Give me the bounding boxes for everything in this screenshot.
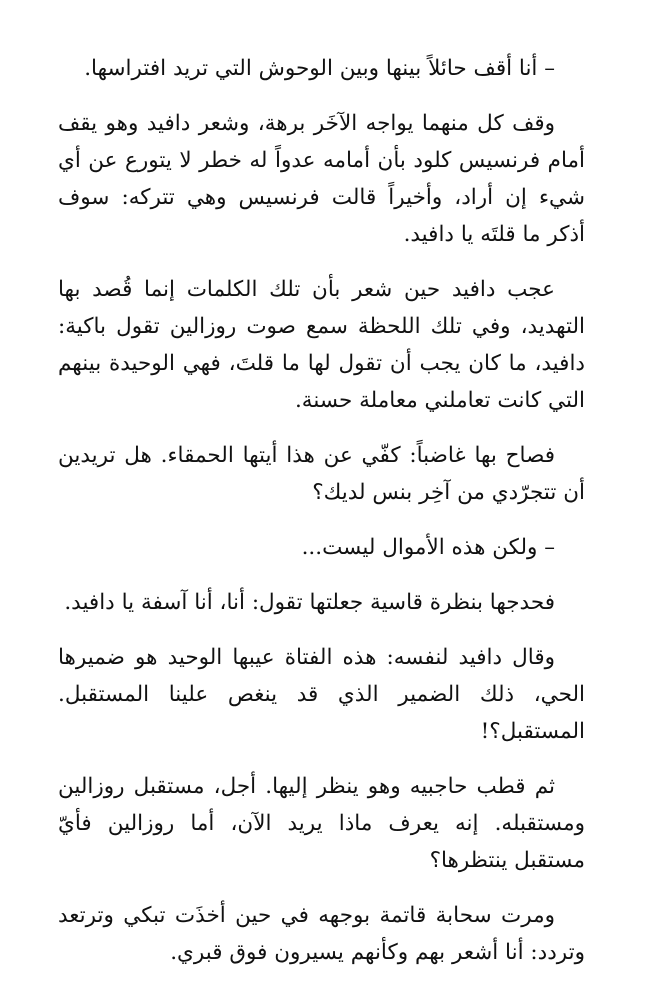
- paragraph-8: ثم قطب حاجبيه وهو ينظر إليها. أجل، مستقبل روزالين ومستقبله. إنه يعرف ماذا يريد الآن، أما روزالين فأيّ مستقبل ينتظرها؟: [58, 774, 585, 873]
- paragraph-5: – ولكن هذه الأموال ليست...: [301, 535, 555, 560]
- paragraph-1: – أنا أقف حائلاً بينها وبين الوحوش التي تريد افتراسها.: [84, 56, 555, 81]
- paragraph-2: وقف كل منهما يواجه الآخَر برهة، وشعر دافيد وهو يقف أمام فرنسيس كلود بأن أمامه عدواً له خطر لا يتورع عن أي شيء إن أراد، وأخيراً قالت فرنسيس وهي تتركه: سوف أذكر ما قلتَه يا دافيد.: [58, 111, 585, 247]
- paragraph-9: ومرت سحابة قاتمة بوجهه في حين أخذَت تبكي وترتعد وتردد: أنا أشعر بهم وكأنهم يسيرون فوق قبري.: [58, 903, 585, 965]
- paragraph-6: فحدجها بنظرة قاسية جعلتها تقول: أنا، أنا آسفة يا دافيد.: [64, 590, 555, 615]
- book-page: [58, 50, 585, 989]
- paragraph-7: وقال دافيد لنفسه: هذه الفتاة عيبها الوحيد هو ضميرها الحي، ذلك الضمير الذي قد ينغص علينا المستقبل. المستقبل؟!: [58, 645, 585, 744]
- paragraph-4: فصاح بها غاضباً: كفّي عن هذا أيتها الحمقاء. هل تريدين أن تتجرّدي من آخِر بنس لديك؟: [58, 443, 585, 505]
- paragraph-3: عجب دافيد حين شعر بأن تلك الكلمات إنما قُصد بها التهديد، وفي تلك اللحظة سمع صوت روزالين تقول باكية: دافيد، ما كان يجب أن تقول لها ما قلتَ، فهي الوحيدة بينهم التي كانت تعاملني معاملة حسنة.: [58, 277, 585, 413]
